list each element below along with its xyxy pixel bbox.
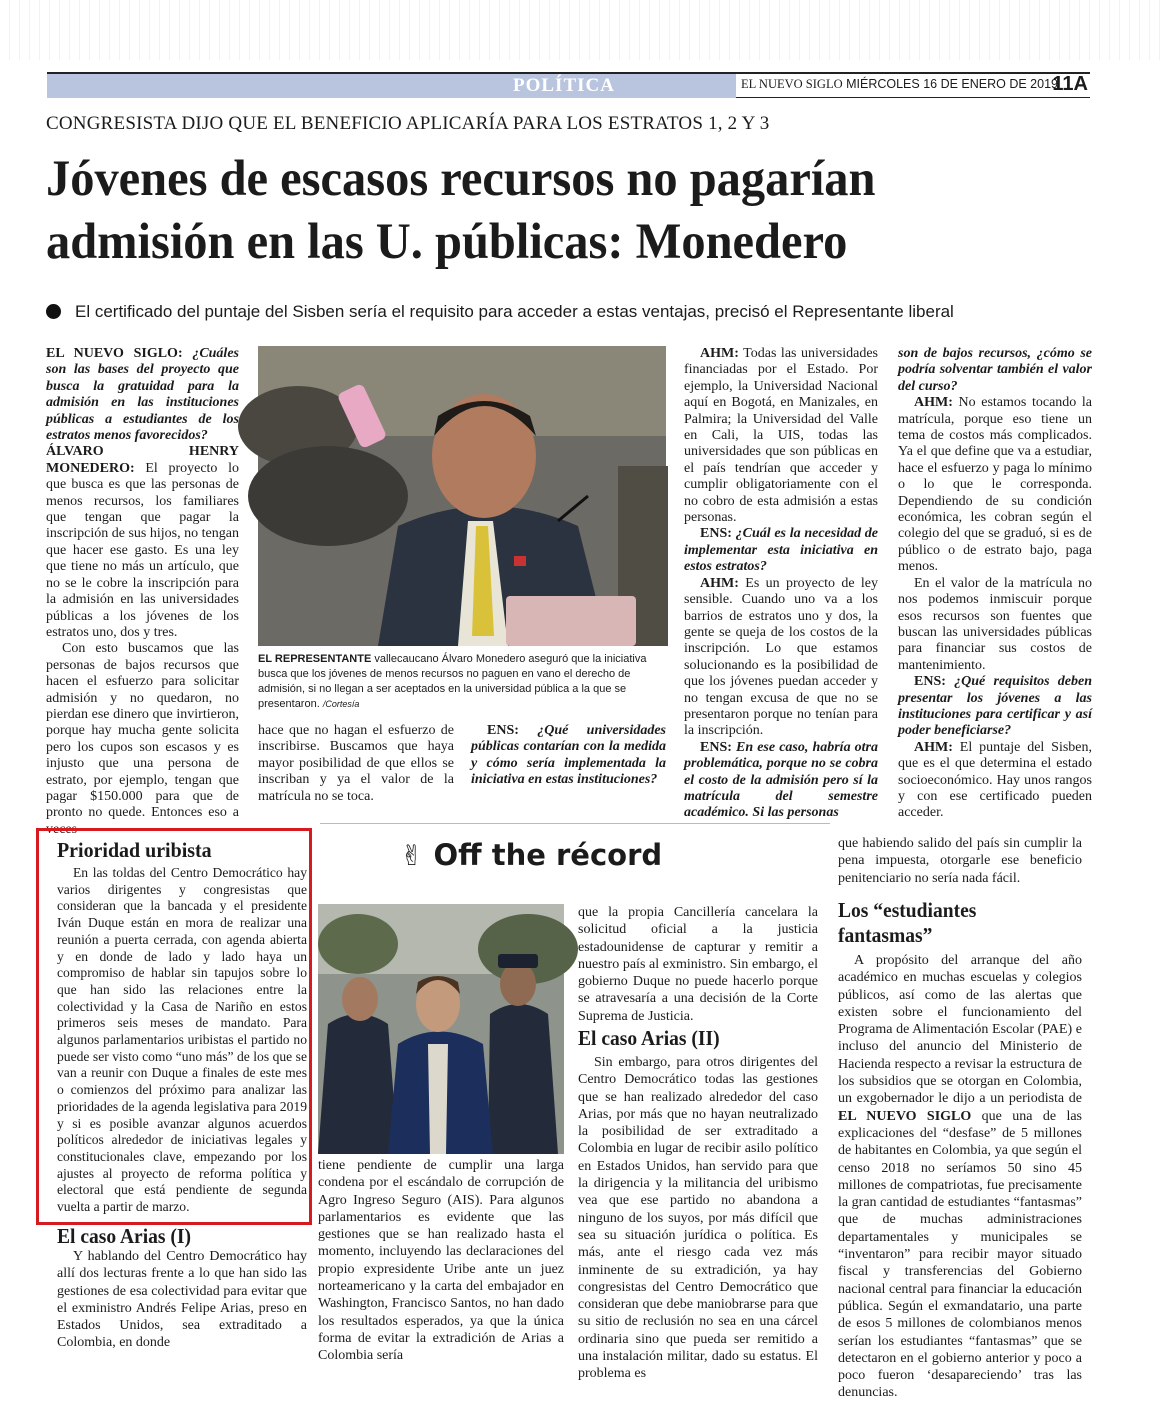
answer-2: AHM: Todas las universidades financiadas por el Estado. Por ejemplo, la Universidad Nacional aquí en Bogotá, en Manizales, en Palmira; la Universidad del Valle en Cali, la UIS, todas las universidades que son públicas en el país tendrían que acceder y cumplir obligatoriamente con el no cobro de esta admisión a estas personas. xyxy=(684,346,878,526)
article-kicker: CONGRESISTA DIJO QUE EL BENEFICIO APLICARÍA PARA LOS ESTRATOS 1, 2 Y 3 xyxy=(46,113,770,134)
question-4: ENS: En ese caso, habría otra problemática, porque no se cobra el costo de la admisión pero sí la matrícula del semestre académico. Si las personas xyxy=(684,739,878,821)
answer-5: AHM: El puntaje del Sisben, que es el que determina el estado socioeconómico. Hay unos rangos y con ese certificado pueden acceder. xyxy=(898,739,1093,821)
answer-1-continued: Con esto buscamos que las personas de bajos recursos que hacen el esfuerzo para solicitar admisión y no quedaron, no pierdan ese dinero que invirtieron, porque hay mucha gente solicita pero los cupos son escasos y es injusto que una persona de estrato, por ejemplo, tengan que pagar $150.000 para que de pronto no quede. Entonces eso a veces xyxy=(46,641,239,837)
answer-4: AHM: No estamos tocando la matrícula, porque eso tiene un tema de costos más complicados. Ya el que define que va a estudiar, hace el esfuerzo y paga lo mínimo o lo que le corresponda. Dependiendo de su condición económica, les cobran según el colegio del que se graduó, si es de público o de estrato bajo, paga menos. xyxy=(898,395,1093,575)
scan-noise xyxy=(0,0,1160,60)
question-3: ENS: ¿Cuál es la necesidad de implementar esta iniciativa en estos estratos? xyxy=(684,526,879,575)
article-headline xyxy=(46,148,996,274)
photo-representative xyxy=(258,346,666,646)
arias-photo-illustration xyxy=(318,904,564,1154)
arias-1-continued: tiene pendiente de cumplir una larga condena por el escándalo de corrupción de Agro Ingreso Seguro (AIS). Para algunos parlamentarios es evidente que las gestiones que se han realizado hasta el momento, incluyendo las declaraciones del propio expresidente Uribe ante un juez norteamericano y la carta del embajador en Washington, Francisco Santos, no han dado los resultados esperados, ya que la única forma de evitar la extradición de Arias a Colombia sería xyxy=(318,1158,564,1364)
headline-line-2: admisión en las U. públicas: Monedero xyxy=(46,214,848,270)
section-divider xyxy=(320,823,830,824)
interview-column-5 xyxy=(898,346,1092,822)
off-the-record-title: ✌ Off the récord xyxy=(400,838,663,872)
question-4-continued: son de bajos recursos, ¿cómo se podría solventar también el valor del curso? xyxy=(898,346,1092,394)
interview-column-4 xyxy=(684,346,878,822)
headline-line-1: Jóvenes de escasos recursos no pagarían xyxy=(46,151,876,207)
arias-2-body: Sin embargo, para otros dirigentes del Centro Democrático todas las gestiones que se han realizado alrededor del caso Arias, por más que no hayan neutralizado la posibilidad de ser extraditado a Colombia en lugar de recibir asilo político en Estados Unidos, han servido para que la dirigencia y la militancia del uribismo vea que ese partido no abandona a ninguno de los suyos, por más difícil que sea su situación jurídica o política. Es más, ante el riesgo cada vez más inminente de su extradición, ya hay congresistas del Centro Democrático que consideran que debe maniobrarse para que su sitio de reclusión no sea en una cárcel ordinaria sino que pueda ser remitido a una instalación militar, dado su estatus. El problema es xyxy=(578,1055,818,1382)
section-label: POLÍTICA xyxy=(513,75,615,96)
photo-arias xyxy=(318,904,564,1154)
arias-1-body: Y hablando del Centro Democrático hay allí dos lecturas frente a lo que han sido las gestiones de esa colectividad para evitar que el exministro Andrés Felipe Arias, preso en Estados Unidos, sea extraditado a Colombia, en donde xyxy=(57,1249,307,1351)
arias-1-end: que la propia Cancillería cancelara la solicitud oficial a la justicia estadounidense de capturar y remitir a nuestro país al exministro. Sin embargo, el gobierno Duque no puede hacerlo porque se atravesaría a una decisión de la Corte Suprema de Justicia. xyxy=(578,905,818,1024)
interview-column-2 xyxy=(258,723,454,805)
fantasmas-title: Los “estudiantes fantasmas” xyxy=(838,898,977,947)
answer-3: AHM: Es un proyecto de ley sensible. Cuando uno va a los barrios de estratos uno y dos, la gente se queja de los costos de la inscripción. Lo que estamos solucionando es la posibilidad de que los jóvenes puedan acceder y no tengan excusa de que no se presentaron porque no tenían para la inscripción. xyxy=(684,575,879,739)
victory-hand-icon: ✌ xyxy=(400,839,424,872)
answer-4-continued: En el valor de la matrícula no nos podemos inmiscuir porque esos recursos son fuentes que buscan las universidades públicas para financiar sus costos de mantenimiento. xyxy=(898,575,1092,673)
publication-name: EL NUEVO SIGLO xyxy=(741,77,843,91)
interview-column-3 xyxy=(471,723,666,789)
page-header xyxy=(47,72,1090,98)
arias-1-title: El caso Arias (I) xyxy=(57,1224,191,1248)
question-5: ENS: ¿Qué requisitos deben presentar los jóvenes a las instituciones para certificar y así poder beneficiarse? xyxy=(898,674,1092,739)
question-2: ENS: ¿Qué universidades públicas contarían con la medida y cómo sería implementada la iniciativa en estas instituciones? xyxy=(471,723,667,788)
page-number: 11A xyxy=(1052,73,1088,95)
answer-1: ÁLVARO HENRY MONEDERO: El proyecto lo que busca es que las personas de menos recursos, los familiares que tengan que pagar la inscripción de sus hijos, no tengan que hacer ese gasto. Es una ley que tiene no más un artículo, que no se le cobre la inscripción para la admisión en las universidades públicas a los jóvenes de los estratos uno, dos y tres. xyxy=(46,444,239,640)
answer-1-end: hace que no hagan el esfuerzo de inscribirse. Buscamos que haya mayor posibilidad de que ellos se inscriban y ya el valor de la matrícula no se toca. xyxy=(258,723,454,804)
arias-2-title: El caso Arias (II) xyxy=(578,1026,720,1050)
photo-credit: /Cortesía xyxy=(322,699,360,709)
section-tab xyxy=(47,74,736,98)
arias-2-end: que habiendo salido del país sin cumplir la pena impuesta, otorgarle ese beneficio penitenciario no sería nada fácil. xyxy=(838,836,1082,886)
header-dateline xyxy=(741,77,1058,92)
fantasmas-body: A propósito del arranque del año académico en muchas escuelas y colegios públicos, así como de las alertas que existen sobre el funcionamiento del Programa de Alimentación Escolar (PAE) e incluso del anuncio del Ministerio de Hacienda respecto a revisar la estructura de los subsidios que se otorgan en Colombia, un exgobernador le dijo a un periodista de EL NUEVO SIGLO que una de las explicaciones del “desfase” de 5 millones de habitantes en Colombia, ya que según el censo 2018 no seríamos 50 sino 45 millones de compatriotas, fue precisamente la gran cantidad de estudiantes “fantasmas” que de muchas administraciones departamentales y municipales se “inventaron” para recibir mayor situado fiscal y transferencias del Gobierno nacional central para financiar la educación pública. Según el exmandatario, una parte de esos 5 millones de colombianos menos serían los estudiantes “fantasmas” que se detectaron en el gobierno anterior y poco a poco fueron ‘desapareciendo’ tras las denuncias. xyxy=(838,953,1082,1401)
bullet-icon xyxy=(46,304,61,319)
caption-lead: EL REPRESENTANTE xyxy=(258,653,372,665)
prioridad-title: Prioridad uribista xyxy=(57,838,212,862)
caption-text: vallecaucano Álvaro Monedero aseguró que la iniciativa busca que los jóvenes de menos recursos no paguen en vano el derecho de admisión, si no llegan a ser aceptados en la universidad pública a la que se presentaron. xyxy=(258,653,647,710)
question-1: EL NUEVO SIGLO: ¿Cuáles son las bases del proyecto que busca la gratuidad para la admisión en las instituciones públicas a estudiantes de los estratos menos favorecidos? xyxy=(46,346,239,444)
article-subhead xyxy=(46,302,954,322)
photo-caption xyxy=(258,652,668,712)
prioridad-body: En las toldas del Centro Democrático hay varios dirigentes y congresistas que consideran que la bancada y el presidente Iván Duque están en mora de realizar una reunión a puerta cerrada, con agenda abierta y en donde de lado y lado haya un compromiso de hablar sin tapujos sobre lo que han sido las relaciones entre la colectividad y la Casa de Nariño en estos primeros seis meses de mandato. Para algunos parlamentarios uribistas el partido no puede ser visto como “uno más” de los que se van a reunir con Duque a finales de este mes o comienzos del próximo para analizar las prioridades de la agenda legislativa para 2019 y si es posible avanzar algunos acuerdos políticos alrededor de iniciativas legales y constitucionales clave, empezando por los ajustes al proyecto de reforma política y electoral que está pendiente de segunda vuelta a partir de marzo. xyxy=(57,865,307,1215)
issue-date: MIÉRCOLES 16 DE ENERO DE 2019 xyxy=(846,77,1058,91)
interview-column-1 xyxy=(46,346,239,838)
representative-photo-illustration xyxy=(258,346,666,646)
subhead-text: El certificado del puntaje del Sisben sería el requisito para acceder a estas ventajas, precisó el Representante liberal xyxy=(75,302,954,321)
